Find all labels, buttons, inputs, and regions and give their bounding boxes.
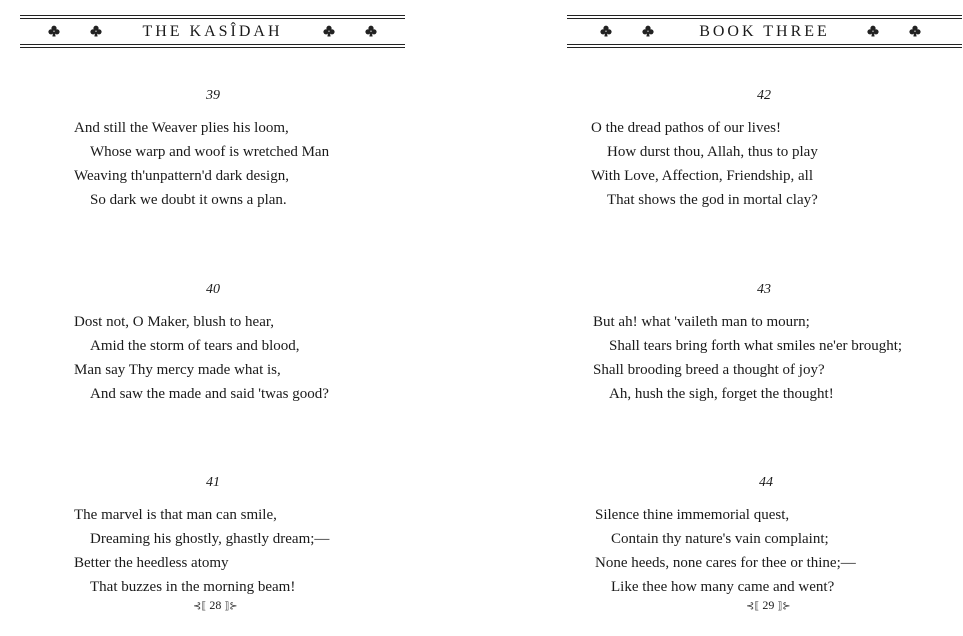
verse-line: Shall tears bring forth what smiles ne'er brought; <box>609 338 903 354</box>
verse-line: And still the Weaver plies his loom, <box>74 120 289 136</box>
folio-bracket-left-icon: ⊰⟦ <box>193 601 207 612</box>
club-ornament-icon <box>323 25 335 37</box>
verse-line: So dark we doubt it owns a plan. <box>90 192 287 208</box>
folio-bracket-left-icon: ⊰⟦ <box>746 601 760 612</box>
verse-line: Dreaming his ghostly, ghastly dream;— <box>90 531 330 547</box>
verse-line: But ah! what 'vaileth man to mourn; <box>593 314 810 330</box>
left-page <box>0 0 460 636</box>
running-header-title: THE KASÎDAH <box>142 23 283 40</box>
verse-line: And saw the made and said 'twas good? <box>90 386 329 402</box>
verse-line: With Love, Affection, Friendship, all <box>591 168 813 184</box>
verse-line: Amid the storm of tears and blood, <box>90 338 300 354</box>
stanza-number: 43 <box>757 282 771 297</box>
stanza-number: 41 <box>206 475 220 490</box>
verse-line: The marvel is that man can smile, <box>74 507 277 523</box>
club-ornament-icon <box>909 25 921 37</box>
verse-line: That buzzes in the morning beam! <box>90 579 296 595</box>
verse-line: Dost not, O Maker, blush to hear, <box>74 314 275 330</box>
verse-line: Shall brooding breed a thought of joy? <box>593 362 825 378</box>
page-number-text: 29 <box>762 598 775 612</box>
verse-line: O the dread pathos of our lives! <box>591 120 781 136</box>
verse-line: Weaving th'unpattern'd dark design, <box>74 168 289 184</box>
running-header-left <box>20 15 405 49</box>
page-number <box>746 598 791 613</box>
verse-line: Whose warp and woof is wretched Man <box>90 144 330 160</box>
verse-line: How durst thou, Allah, thus to play <box>607 144 818 160</box>
stanza-number: 40 <box>206 282 220 297</box>
club-ornament-icon <box>867 25 879 37</box>
stanza-number: 44 <box>759 475 773 490</box>
stanza-number: 39 <box>206 88 220 103</box>
stanza-number: 42 <box>757 88 771 103</box>
running-header-right <box>567 15 962 49</box>
verse-line: Ah, hush the sigh, forget the thought! <box>609 386 834 402</box>
club-ornament-icon <box>365 25 377 37</box>
verse-line: Silence thine immemorial quest, <box>595 507 790 523</box>
verse-line: Contain thy nature's vain complaint; <box>611 531 829 547</box>
page-number <box>193 598 238 613</box>
verse-line: Better the heedless atomy <box>74 555 229 571</box>
verse-line: None heeds, none cares for thee or thine;— <box>595 555 856 571</box>
verse-line: Like thee how many came and went? <box>611 579 835 595</box>
verse-line: Man say Thy mercy made what is, <box>74 362 281 378</box>
right-page <box>510 0 963 636</box>
folio-bracket-right-icon: ⟧⊱ <box>777 601 791 612</box>
page-number-text: 28 <box>209 598 222 612</box>
folio-bracket-right-icon: ⟧⊱ <box>224 601 238 612</box>
running-header-title: BOOK THREE <box>699 23 830 40</box>
verse-line: That shows the god in mortal clay? <box>607 192 818 208</box>
